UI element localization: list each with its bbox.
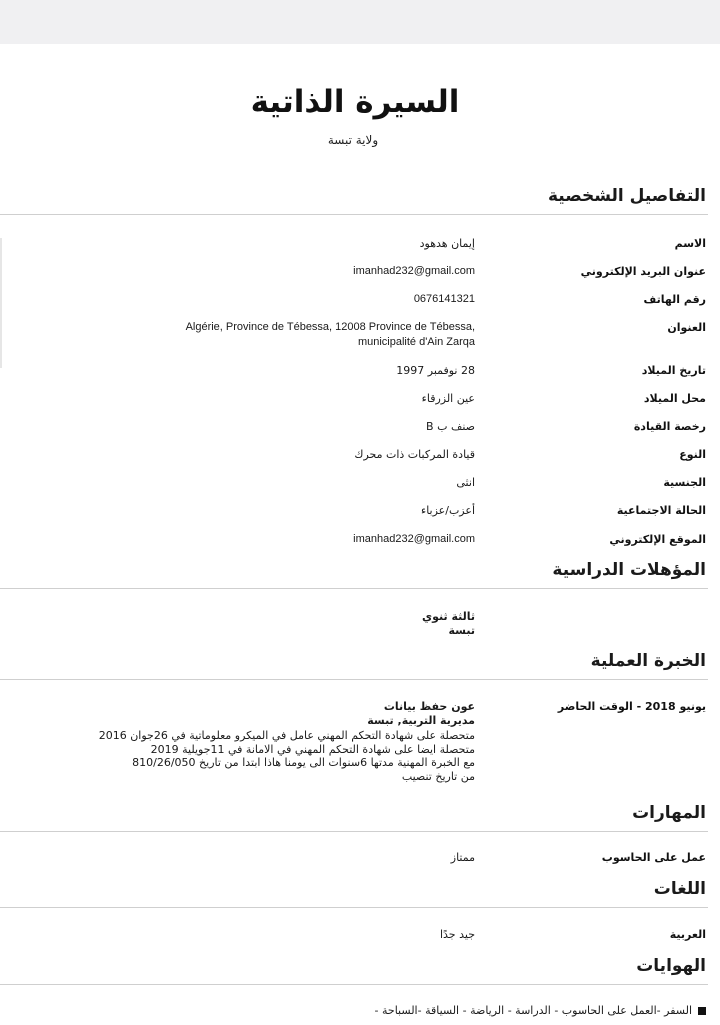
- page-title: السيرة الذاتية: [250, 84, 460, 120]
- page-subtitle: ولاية تبسة: [327, 133, 379, 147]
- value-address-line1: Algérie, Province de Tébessa, 12008 Province de Tébessa,: [185, 321, 475, 333]
- value-type: قيادة المركبات ذات محرك: [354, 448, 475, 461]
- section-divider: [0, 831, 708, 832]
- section-title-languages: اللغات: [653, 879, 706, 899]
- section-divider: [0, 214, 708, 215]
- experience-line: من تاريخ تنصيب: [401, 769, 475, 783]
- section-divider: [0, 588, 708, 589]
- language-label: العربية: [669, 928, 706, 941]
- label-birth-date: تاريخ الميلاد: [641, 364, 706, 377]
- label-marital-status: الحالة الاجتماعية: [616, 504, 706, 517]
- section-title-education: المؤهلات الدراسية: [552, 560, 706, 580]
- experience-description: [75, 729, 475, 783]
- value-license: صنف ب B: [426, 420, 475, 433]
- label-birth-place: محل الميلاد: [643, 392, 706, 405]
- value-address-line2: municipalité d'Ain Zarqa: [357, 336, 475, 348]
- label-name: الاسم: [674, 237, 706, 250]
- label-nationality: الجنسية: [663, 476, 706, 489]
- experience-employer: مديرية التربية, تبسة: [367, 714, 475, 727]
- value-website: imanhad232@gmail.com: [353, 533, 475, 545]
- label-license: رخصة القيادة: [633, 420, 706, 433]
- label-address: العنوان: [667, 321, 706, 334]
- experience-period: يونيو 2018 - الوقت الحاضر: [557, 700, 706, 713]
- value-birth-place: عين الزرقاء: [421, 392, 475, 405]
- top-bar: [0, 0, 720, 44]
- label-type: النوع: [679, 448, 706, 461]
- label-email: عنوان البريد الإلكتروني: [580, 265, 706, 278]
- education-degree: ثالثة ثنوي: [422, 610, 475, 623]
- experience-line: متحصلة على شهادة التحكم المهني عامل في الميكرو معلوماتية في 26جوان 2016: [98, 729, 475, 742]
- experience-line: مع الخبرة المهنية مدتها 6سنوات الى يومنا هاذا ابتدا من تاريخ 810/26/050: [132, 756, 475, 769]
- section-title-hobbies: الهوايات: [636, 956, 706, 976]
- value-phone: 0676141321: [413, 293, 475, 305]
- section-title-personal: التفاصيل الشخصية: [548, 186, 706, 206]
- skill-level: ممتاز: [450, 851, 475, 864]
- value-birth-date: 28 نوفمبر 1997: [396, 364, 475, 377]
- education-place: تبسة: [448, 624, 475, 637]
- language-level: جيد جدًا: [439, 928, 475, 941]
- value-email: imanhad232@gmail.com: [353, 265, 475, 277]
- hobbies-item: [375, 1004, 706, 1017]
- section-divider: [0, 907, 708, 908]
- label-website: الموقع الإلكتروني: [609, 533, 706, 546]
- label-phone: رقم الهاتف: [643, 293, 706, 306]
- experience-job-title: عون حفظ بيانات: [383, 700, 475, 713]
- hobbies-text: السفر -العمل على الحاسوب - الدراسة - الرياضة - السياقة -السباحة -: [374, 1004, 692, 1017]
- section-title-experience: الخبرة العملية: [590, 651, 706, 671]
- section-divider: [0, 984, 708, 985]
- value-marital-status: أعزب/عزباء: [421, 504, 475, 517]
- scan-edge-mark: [0, 238, 2, 368]
- section-divider: [0, 679, 708, 680]
- skill-label: عمل على الحاسوب: [601, 851, 706, 864]
- value-nationality: انثى: [456, 476, 475, 489]
- value-name: إيمان هدهود: [419, 237, 475, 250]
- section-title-skills: المهارات: [632, 803, 706, 823]
- experience-line: متحصلة ايضا على شهادة التحكم المهني في الامانة في 11جويلية 2019: [150, 742, 475, 756]
- square-bullet-icon: [698, 1007, 706, 1015]
